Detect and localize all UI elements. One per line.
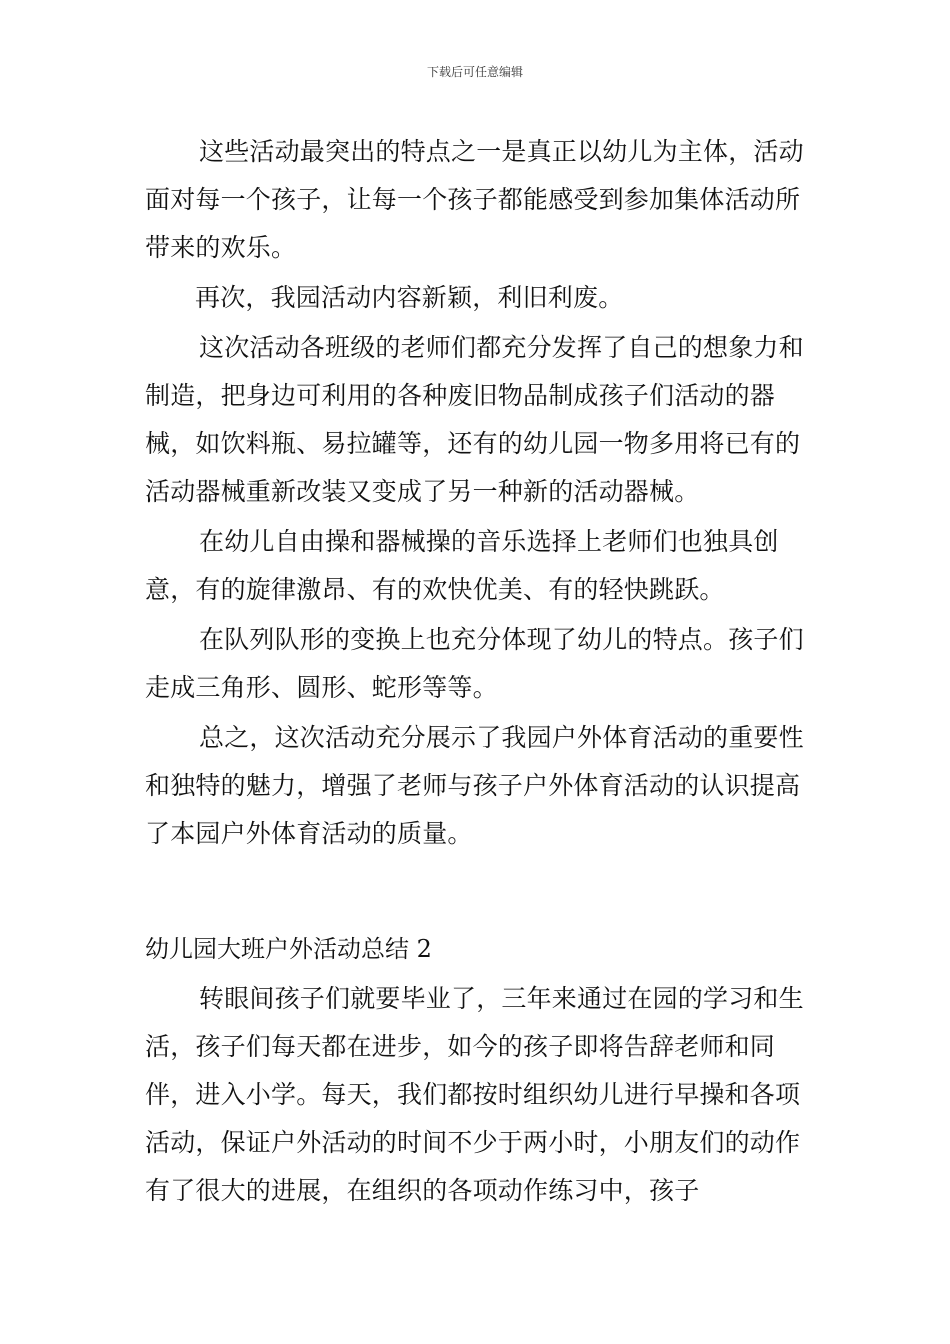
section-title: 幼儿园大班户外活动总结 2 [145,935,432,963]
paragraph: 这次活动各班级的老师们都充分发挥了自己的想象力和制造，把身边可利用的各种废旧物品制成孩子们活动的器械，如饮料瓶、易拉罐等，还有的幼儿园一物多用将已有的活动器械重新改装又变成了另一种新的活动器械。 [145,333,804,506]
page-header-note: 下载后可任意编辑 [426,65,523,79]
document-body [145,128,807,1217]
paragraph: 这些活动最突出的特点之一是真正以幼儿为主体，活动面对每一个孩子，让每一个孩子都能感受到参加集体活动所带来的欢乐。 [145,137,804,262]
paragraph: 转眼间孩子们就要毕业了，三年来通过在园的学习和生活，孩子们每天都在进步，如今的孩子即将告辞老师和同伴，进入小学。每天，我们都按时组织幼儿进行早操和各项活动，保证户外活动的时间不少于两小时，小朋友们的动作有了很大的进展，在组织的各项动作练习中，孩子 [145,984,804,1205]
paragraph: 总之，这次活动充分展示了我园户外体育活动的重要性和独特的魅力，增强了老师与孩子户外体育活动的认识提高了本园户外体育活动的质量。 [145,723,804,848]
paragraph: 在幼儿自由操和器械操的音乐选择上老师们也独具创意，有的旋律激昂、有的欢快优美、有的轻快跳跃。 [145,527,779,604]
paragraph: 再次，我园活动内容新颖，利旧利废。 [195,283,624,312]
paragraph: 在队列队形的变换上也充分体现了幼儿的特点。孩子们走成三角形、圆形、蛇形等等。 [145,625,804,702]
